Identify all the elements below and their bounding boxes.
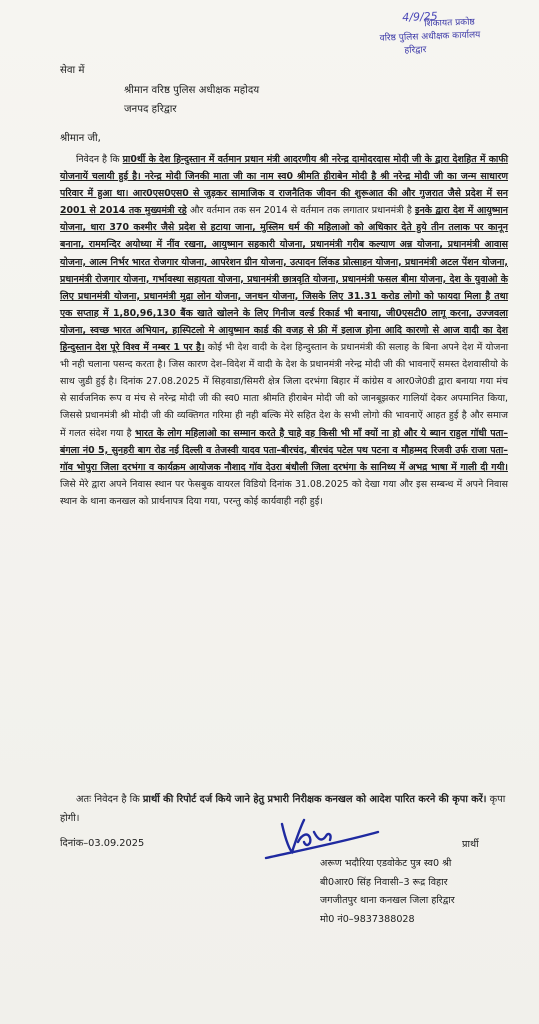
applicant-mobile: मो0 नं0–9837388028 (320, 914, 415, 926)
applicant-line-2: बी0आर0 सिंह निवासी–3 रूद्र विहार (320, 876, 448, 888)
closing-intro: अतः निवेदन है कि (76, 794, 143, 805)
salutation: श्रीमान जी, (60, 133, 101, 144)
body-accused: भारत के लोग महिलाओ का सम्मान करते है चाहे वह किसी भी मॉं क्यों ना हो और ये ब्यान राहुल गॉधी पता–बंगला नं0 5, सुनहरी बाग रोड नई दिल्ली व तेजस्वी यादव पता–बीरचंद, बीरचंद पटेल पथ पटना व मौहम्मद रिजवी उर्फ राजा पता–गॉव भोपुरा जिला दरभंगा व कार्यक्रम आयोजक नौशाद गॉव देउरा बंधौली जिला दरभंगा के सानिध्य में अभद्र भाषा में गाली दी गयी। (60, 427, 508, 473)
applicant-line-1: अरूण भदौरिया एडवोकेट पुत्र स्व0 श्री (320, 857, 452, 869)
body-incident: कोई भी देश वादी के देश हिन्दुस्तान के प्रधानमंत्री की सलाह के बिना अपने देश में योजना भी नही चलाना पसन्द करता है। जिस कारण देश–विदेश में वादी के देश के प्रधानमंत्री नरेन्द्र मोदी जी की भावनाऐं समस्त देशवासीयो के साथ जुडी हुई है। दिनांक 27.08.2025 में सिहवाडा/सिमरी क्षेत्र जिला दरभंगा बिहार में कांग्रेस व आर0जे0डी द्वारा बनाया गया मंच से सार्वजनिक रूप व मंच से नरेन्द्र मोदी जी की स्व0 माता श्रीमति हीराबेन मोदी जी को जानबूझकर गालियॉ देकर अपमानित किया, जिससे प्रधानमंत्री श्री मोदी जी की व्यक्तिगत गरिमा ही नही बल्कि मेरे सहित देश के सभी लोगो की भावनाऐं आहत हुई है और समाज में गलत संदेश गया है (60, 342, 508, 439)
seva-label: सेवा में (60, 65, 85, 76)
office-stamp (354, 9, 505, 59)
closing-request: प्रार्थी की रिपोर्ट दर्ज किये जाने हेतु प्रभारी निरीक्षक कनखल को आदेश पारित करने की कृपा करें। (142, 794, 487, 805)
applicant-line-3: जगजीतपुर थाना कनखल जिला हरिद्वार (320, 895, 455, 907)
stamp-handwritten-date: 4/9/25 (402, 9, 438, 24)
stamp-line-1: शिकायत प्रकोष्ठ (424, 17, 475, 30)
body-complaint: जिसे मेरे द्वारा अपने निवास स्थान पर फेसबुक वायरल विडियो दिनांक 31.08.2025 को देखा गया और इस सम्बन्ध में अपने निवास स्थान के थाना कनखल को प्रार्थनापत्र दिया गया, परन्तु कोई कार्यवाही नही हुई। (60, 478, 508, 507)
body-schemes: इनके द्वारा देश में आयुष्मान योजना, धारा 370 कश्मीर जैसे प्रदेश से हटाया जाना, मुस्लिम धर्म की महिलाओ को अधिकार देते हुये तीन तलाक पर कानून बनाना, राममन्दिर अयोध्या में नींव रखना, आयुष्मान सहकारी योजना, प्रधानमंत्री गरीब कल्याण अन्न योजना, प्रधानमंत्री आवास योजना, आत्म निर्भर भारत रोजगार योजना, आपरेशन ग्रीन योजना, उत्पादन लिंकड प्रोत्साहन योजना, प्रधानमंत्री अटल पेंशन योजना, प्रधानमंत्री रोजगार योजना, गर्भावस्था सहायता योजना, प्रधानमंत्री छात्रवृति योजना, प्रधानमंत्री फसल बीमा योजना, देश के युवाओ के लिए प्रधानमंत्री योजना, प्रधानमंत्री मुद्रा लोन योजना, जनधन योजना, जिसके लिए 31.31 करोड लोगो को फायदा मिला है तथा एक सप्ताह में 1,80,96,130 बैंक खाते खोलने के लिए गिनीज वर्ल्ड रिकार्ड भी बनाया, जी0एसटी0 लागू करना, उज्जवला योजना, स्वच्छ भारत अभियान, हास्पिटलो मे आयुष्मान कार्ड की वजह से फ्री में इलाज होना आदि कारणो से आज वादी का देश हिन्दुस्तान देश पूरे विश्व में नम्बर 1 पर है। (60, 205, 508, 354)
body-modi-intro: प्रा0र्थी के देश हिन्दुस्तान में वर्तमान प्रधान मंत्री आदरणीय श्री नरेन्द्र दामोदरदास मोदी जी के द्वारा देशहित में काफी योजनायें चलायी हुई है। नरेन्द्र मोदी जिनकी माता जी का नाम स्व0 श्रीमति हीराबेन मोदी है श्री नरेन्द्र मोदी जी का जन्म साधारण परिवार में हुआ था। आर0एस0एस0 से जुड़कर सामाजिक व राजनैतिक जीवन की शुरूआत की और गुजरात जैसे प्रदेश में सन 2001 से 2014 तक मुख्यमंत्री रहे (60, 154, 508, 217)
stamp-line-3: हरिद्वार (404, 45, 427, 56)
district: जनपद हरिद्वार (124, 104, 177, 115)
applicant-title: प्रार्थी (462, 839, 479, 850)
body-intro: निवेदन है कि (76, 154, 123, 165)
addressee: श्रीमान वरिष्ठ पुलिस अधीक्षक महोदय (124, 85, 260, 96)
letter-body (60, 151, 508, 510)
stamp-line-2: वरिष्ठ पुलिस अधीक्षक कार्यालय (379, 30, 481, 44)
letter-date: दिनांक–03.09.2025 (60, 838, 145, 849)
applicant-block (320, 839, 520, 930)
closing-thanks: कृपा होगी। (60, 794, 506, 824)
body-pm-since: और वर्तमान तक सन 2014 से वर्तमान तक लगातार प्रधानमंत्री है (186, 205, 415, 217)
